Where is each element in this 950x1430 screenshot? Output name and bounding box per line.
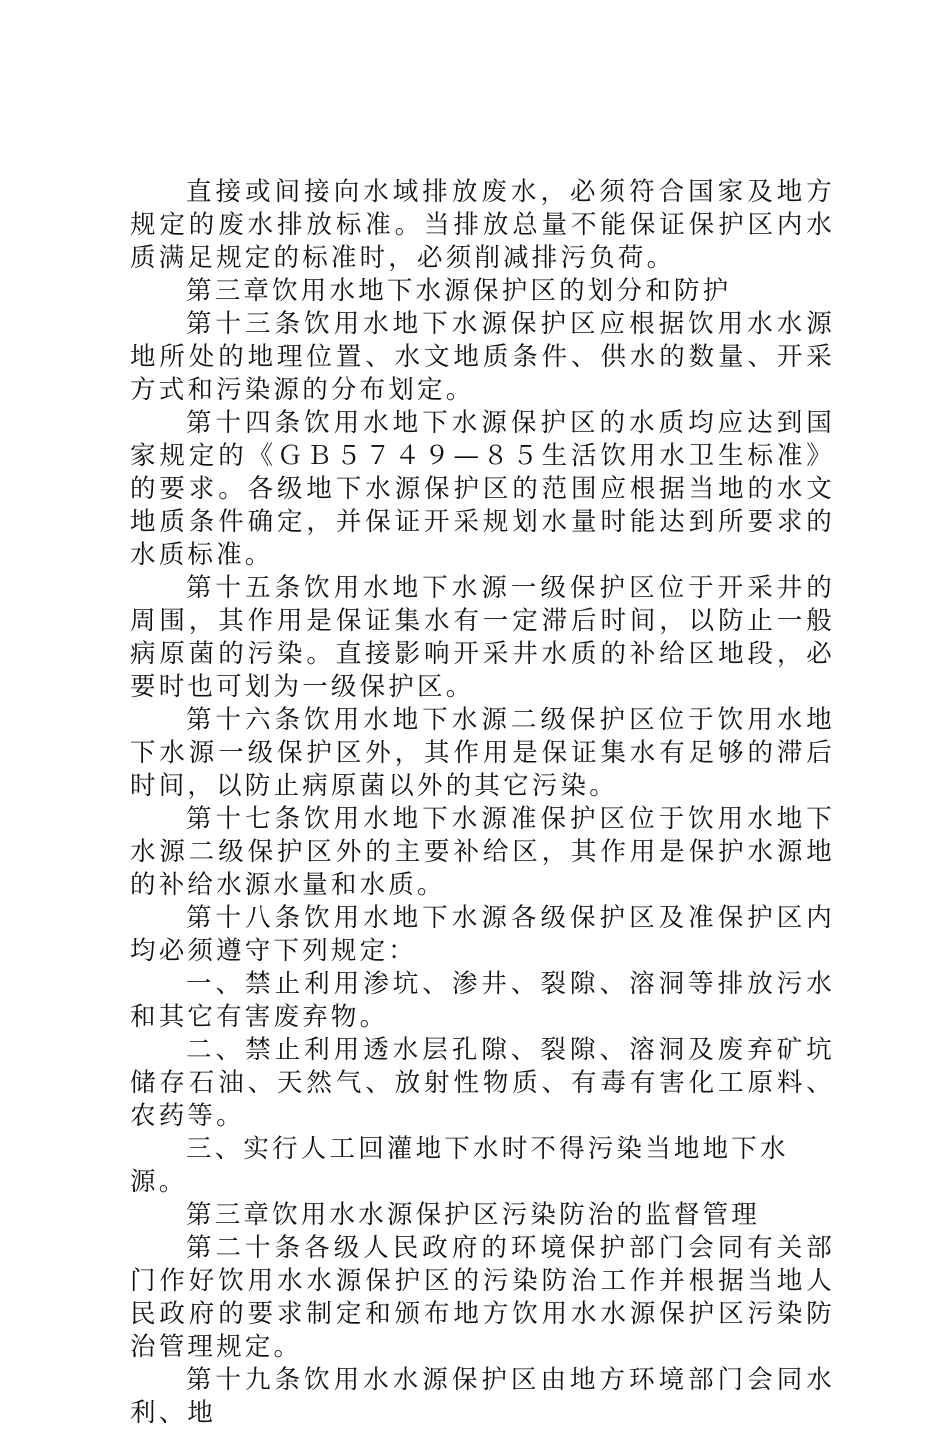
paragraph-wastewater-discharge: 直接或间接向水域排放废水，必须符合国家及地方规定的废水排放标准。当排放总量不能保证保护区内水质满足规定的标准时，必须削减排污负荷。 [130,177,835,273]
article-17-paragraph: 第十七条饮用水地下水源准保护区位于饮用水地下水源二级保护区外的主要补给区，其作用是保护水源地的补给水源水量和水质。 [130,804,835,900]
article-19-paragraph: 第十九条饮用水水源保护区由地方环境部门会同水利、地 [130,1365,835,1428]
article-20-paragraph: 第二十条各级人民政府的环境保护部门会同有关部门作好饮用水水源保护区的污染防治工作并根据当地人民政府的要求制定和颁布地方饮用水水源保护区污染防治管理规定。 [130,1233,835,1362]
rule-item-2: 二、禁止利用透水层孔隙、裂隙、溶洞及废弃矿坑储存石油、天然气、放射性物质、有毒有害化工原料、农药等。 [130,1035,835,1131]
rule-item-1: 一、禁止利用渗坑、渗井、裂隙、溶洞等排放污水和其它有害废弃物。 [130,969,835,1032]
chapter-heading-groundwater: 第三章饮用水地下水源保护区的划分和防护 [186,276,732,306]
article-18-paragraph: 第十八条饮用水地下水源各级保护区及准保护区内均必须遵守下列规定： [130,903,835,966]
article-16-paragraph: 第十六条饮用水地下水源二级保护区位于饮用水地下水源一级保护区外，其作用是保证集水有足够的滞后时间，以防止病原菌以外的其它污染。 [130,705,835,801]
rule-item-3: 三、实行人工回灌地下水时不得污染当地地下水源。 [130,1134,789,1197]
chapter-heading-supervision: 第三章饮用水水源保护区污染防治的监督管理 [186,1200,761,1230]
document-body [130,176,835,1430]
article-14-paragraph: 第十四条饮用水地下水源保护区的水质均应达到国家规定的《ＧＢ５７４９—８５生活饮用水卫生标准》的要求。各级地下水源保护区的范围应根据当地的水文地质条件确定，并保证开采规划水量时能达到所要求的水质标准。 [130,408,835,570]
article-13-paragraph: 第十三条饮用水地下水源保护区应根据饮用水水源地所处的地理位置、水文地质条件、供水的数量、开采方式和污染源的分布划定。 [130,309,835,405]
article-15-paragraph: 第十五条饮用水地下水源一级保护区位于开采井的周围，其作用是保证集水有一定滞后时间，以防止一般病原菌的污染。直接影响开采井水质的补给区地段，必要时也可划为一级保护区。 [130,573,835,702]
